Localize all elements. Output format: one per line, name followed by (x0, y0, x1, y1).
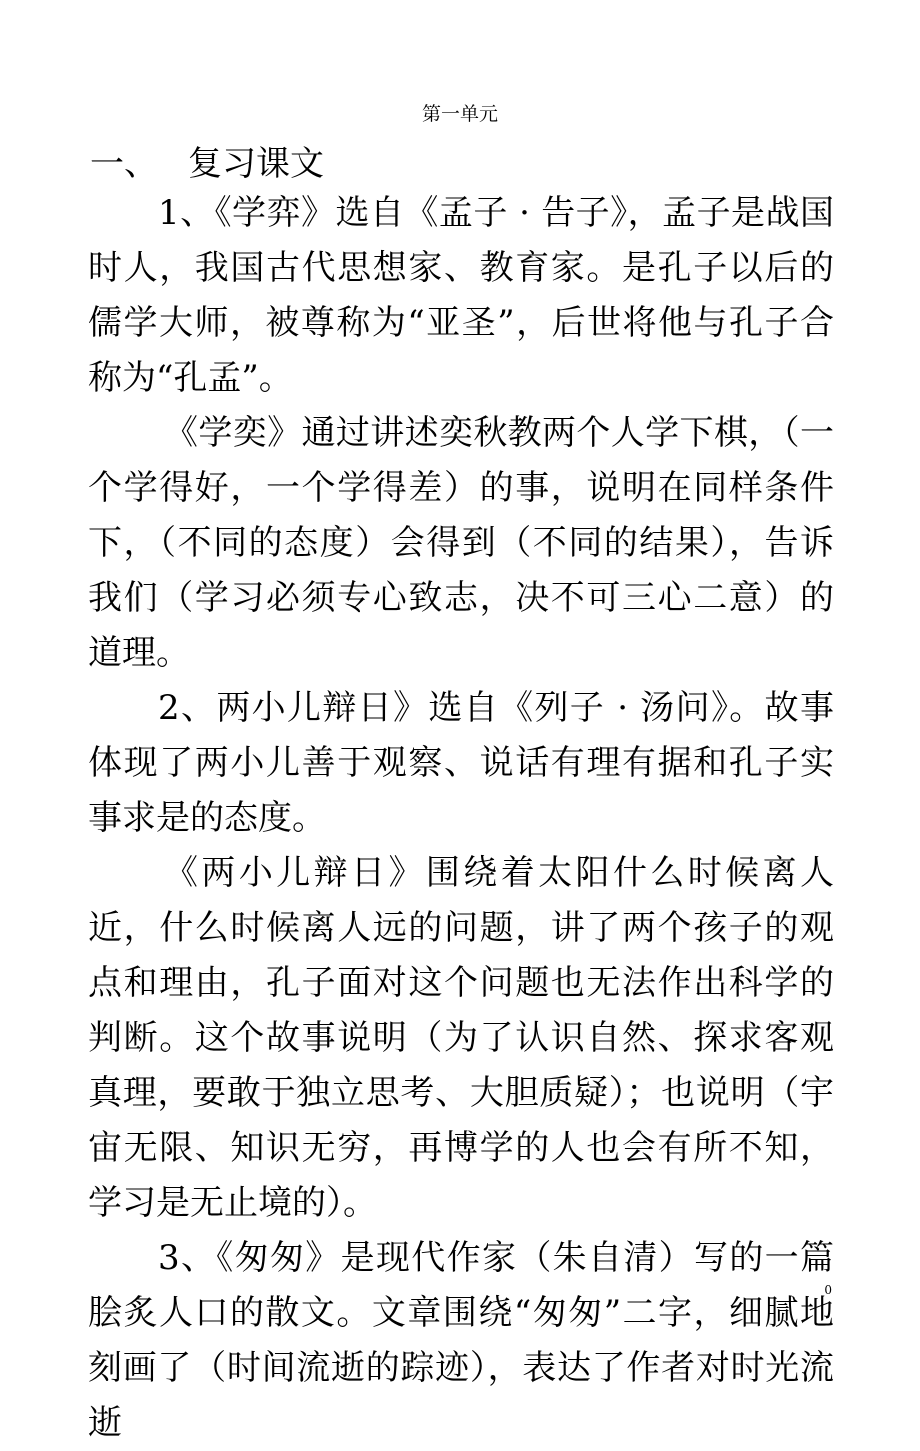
section-number: 一、 (90, 144, 158, 184)
paragraph-liang-xiao-er-meaning: 《两小儿辩日》围绕着太阳什么时候离人近，什么时候离人远的问题，讲了两个孩子的观点和理由，孔子面对这个问题也无法作出科学的判断。这个故事说明（为了认识自然、探求客观真理，要敢于独立思考、大胆质疑）；也说明（宇宙无限、知识无穷，再博学的人也会有所不知，学习是无止境的）。 (88, 853, 834, 1223)
paragraph-liang-xiao-er-source: 2、两小儿辩日》选自《列子 · 汤问》。故事体现了两小儿善于观察、说话有理有据和孔子实事求是的态度。 (88, 688, 834, 838)
body-text (88, 186, 834, 1451)
page-number: 0 (824, 1283, 832, 1297)
page-title: 第一单元 (421, 103, 498, 125)
section-heading (90, 140, 324, 188)
paragraph-xue-yi-source: 1、《学弈》选自《孟子 · 告子》，孟子是战国时人，我国古代思想家、教育家。是孔子以后的儒学大师，被尊称为“亚圣”，后世将他与孔子合称为“孔孟”。 (88, 193, 834, 398)
paragraph-xue-yi-meaning: 《学奕》通过讲述奕秋教两个人学下棋，（一个学得好，一个学得差）的事，说明在同样条件下，（不同的态度）会得到（不同的结果），告诉我们（学习必须专心致志，决不可三心二意）的道理。 (88, 413, 834, 673)
section-title: 复习课文 (188, 144, 324, 184)
paragraph-cong-cong: 3、《匆匆》是现代作家（朱自清）写的一篇脍炙人口的散文。文章围绕“匆匆”二字，细腻地刻画了（时间流逝的踪迹），表达了作者对时光流逝 (88, 1238, 834, 1443)
